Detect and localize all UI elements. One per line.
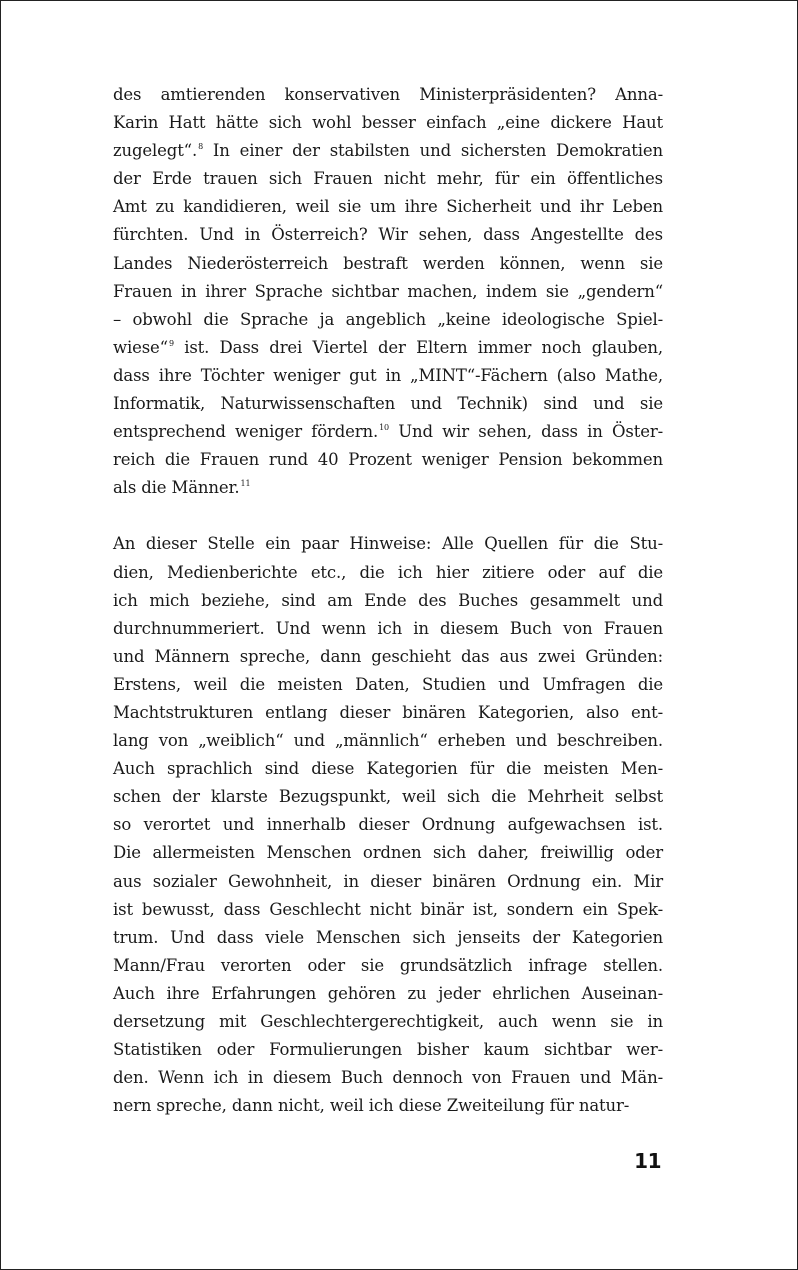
text-line: des amtierenden konservativen Ministerpräsidenten? Anna-: [113, 85, 663, 104]
text-line: Informatik, Naturwissenschaften und Technik) sind und sie: [113, 394, 663, 414]
text-line: als die Männer.$^{11}$: [113, 478, 251, 498]
text-line: der Erde trauen sich Frauen nicht mehr, für ein öffentliches: [113, 169, 663, 189]
text-line: Karin Hatt hätte sich wohl besser einfach „eine dickere Haut: [113, 113, 663, 133]
page-number: 11: [634, 1149, 661, 1173]
text-line: Auch ihre Erfahrungen gehören zu jeder ehrlichen Auseinan-: [113, 983, 663, 1003]
text-line: dass ihre Töchter weniger gut in „MINT“-Fächern (also Mathe,: [113, 365, 663, 385]
text-line: fürchten. Und in Österreich? Wir sehen, dass Angestellte des: [113, 225, 663, 245]
text-line: dien, Medienberichte etc., die ich hier zitiere oder auf die: [113, 562, 663, 582]
footnote-marker: 9: [168, 338, 174, 348]
footnote-marker: 8: [198, 142, 204, 152]
paragraph-1: [113, 81, 663, 502]
text-line: schen der klarste Bezugspunkt, weil sich die Mehrheit selbst: [113, 787, 663, 807]
text-line: und Männern spreche, dann geschieht das aus zwei Gründen:: [113, 646, 663, 666]
text-line: – obwohl die Sprache ja angeblich „keine ideologische Spiel-: [113, 309, 663, 329]
text-line: reich die Frauen rund 40 Prozent weniger Pension bekommen: [113, 450, 663, 470]
text-line: ich mich beziehe, sind am Ende des Buches gesammelt und: [113, 590, 663, 610]
text-line: entsprechend weniger fördern.$^{10}$ Und wir sehen, dass in Öster-: [113, 422, 663, 442]
paragraph-gap: [113, 502, 663, 530]
footnote-marker: 11: [240, 479, 251, 489]
text-line: Statistiken oder Formulierungen bisher kaum sichtbar wer-: [113, 1040, 663, 1060]
body-text: [113, 81, 663, 1120]
text-line: dersetzung mit Geschlechtergerechtigkeit, auch wenn sie in: [113, 1012, 663, 1031]
text-line: aus sozialer Gewohnheit, in dieser binären Ordnung ein. Mir: [113, 871, 663, 891]
text-line: den. Wenn ich in diesem Buch dennoch von Frauen und Män-: [113, 1068, 663, 1088]
text-line: Erstens, weil die meisten Daten, Studien und Umfragen die: [113, 674, 663, 694]
text-line: Frauen in ihrer Sprache sichtbar machen, indem sie „gendern“: [113, 281, 663, 301]
paragraph-2: [113, 530, 663, 1120]
footnote-marker: 10: [379, 423, 389, 433]
text-line: Machtstrukturen entlang dieser binären Kategorien, also ent-: [113, 702, 663, 722]
text-line: trum. Und dass viele Menschen sich jenseits der Kategorien: [113, 927, 663, 947]
text-line: zugelegt“.$^8$ In einer der stabilsten und sichersten Demokratien: [113, 141, 663, 161]
text-line: durchnummeriert. Und wenn ich in diesem Buch von Frauen: [113, 618, 663, 638]
text-line: wiese“$^9$ ist. Dass drei Viertel der Eltern immer noch glauben,: [113, 337, 663, 357]
text-line: Auch sprachlich sind diese Kategorien für die meisten Men-: [113, 759, 663, 779]
text-line: Amt zu kandidieren, weil sie um ihre Sicherheit und ihr Leben: [113, 197, 663, 217]
text-line: lang von „weiblich“ und „männlich“ erheben und beschreiben.: [113, 731, 663, 751]
text-line: nern spreche, dann nicht, weil ich diese Zweiteilung für natur-: [113, 1096, 630, 1116]
text-line: so verortet und innerhalb dieser Ordnung aufgewachsen ist.: [113, 815, 663, 835]
text-line: Mann/Frau verorten oder sie grundsätzlich infrage stellen.: [113, 955, 663, 975]
text-line: ist bewusst, dass Geschlecht nicht binär ist, sondern ein Spek-: [113, 899, 663, 919]
text-line: An dieser Stelle ein paar Hinweise: Alle Quellen für die Stu-: [113, 534, 663, 554]
text-line: Die allermeisten Menschen ordnen sich daher, freiwillig oder: [113, 843, 663, 863]
text-line: Landes Niederösterreich bestraft werden können, wenn sie: [113, 253, 663, 273]
